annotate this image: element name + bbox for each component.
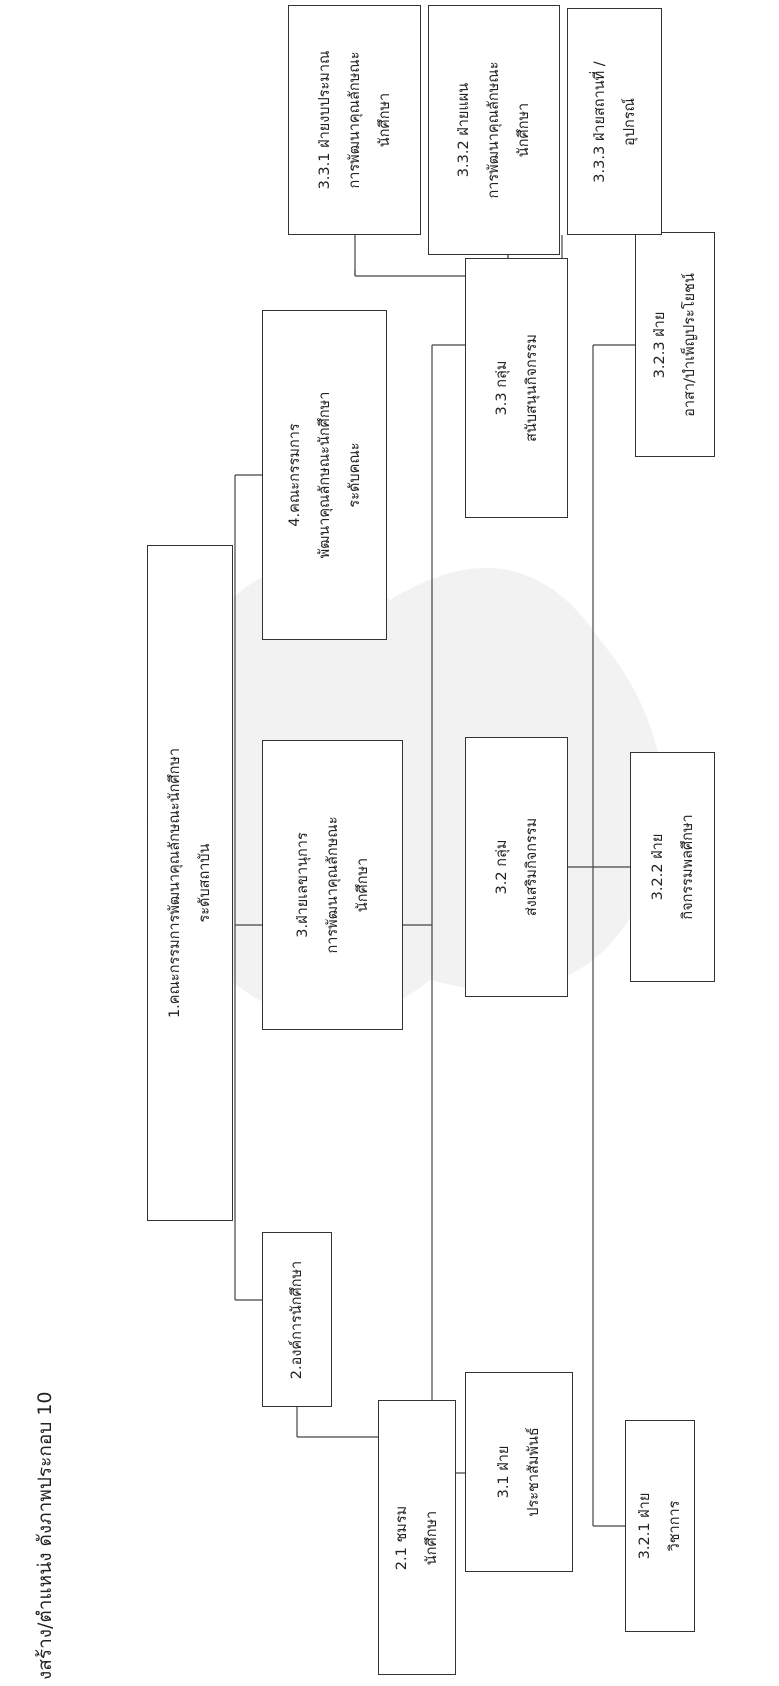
node-label-line: 3.ฝ่ายเลขานุการ <box>294 832 311 938</box>
node-label-line: 3.3 กลุ่ม <box>493 360 510 416</box>
node-student-clubs <box>378 1400 456 1675</box>
node-label-line: พัฒนาคุณลักษณะนักศึกษา <box>316 391 333 559</box>
node-label-line: นักศึกษา <box>516 102 532 158</box>
node-student-organization <box>262 1232 332 1407</box>
node-label-line: วิชาการ <box>667 1500 683 1552</box>
node-label-line: อุปกรณ์ <box>621 97 638 146</box>
node-label-line: 3.2.2 ฝ่าย <box>649 833 666 901</box>
node-label-line: การพัฒนาคุณลักษณะ <box>324 816 341 954</box>
node-label-line: กิจกรรมพลศึกษา <box>679 814 696 920</box>
node-label-line: 3.1 ฝ่าย <box>496 1445 512 1499</box>
figure-caption: งสร้าง/ตำแหน่ง ดังภาพประกอบ 10 <box>34 1391 56 1680</box>
node-label-line: นักศึกษา <box>376 92 393 148</box>
node-label-line: 2.องค์การนักศึกษา <box>289 1260 305 1379</box>
node-label-line: 2.1 ชมรม <box>394 1505 410 1570</box>
node-label-line: นักศึกษา <box>354 857 371 913</box>
node-label-line: 3.3.3 ฝ่ายสถานที่ / <box>591 60 608 183</box>
node-label-line: สนับสนุนกิจกรรม <box>523 334 540 442</box>
node-label-line: 3.2.1 ฝ่าย <box>637 1492 653 1560</box>
node-label-line: อาสา/บำเพ็ญประโยชน์ <box>682 272 698 417</box>
node-academic-division <box>625 1420 695 1632</box>
node-secretariat <box>262 740 403 1030</box>
node-label-line: ประชาสัมพันธ์ <box>526 1427 542 1517</box>
node-label-line: 4.คณะกรรมการ <box>286 423 303 527</box>
node-sports-division <box>630 752 715 982</box>
node-label-line: ส่งเสริมกิจกรรม <box>523 817 540 917</box>
node-label-line: ระดับสถาบัน <box>197 843 213 923</box>
node-label-line: 3.3.2 ฝ่ายแผน <box>456 82 472 178</box>
node-public-relations <box>465 1372 573 1572</box>
node-activity-support-group <box>465 258 568 518</box>
node-faculty-committee <box>262 310 387 640</box>
node-label-line: ระดับคณะ <box>346 442 363 508</box>
node-label-line: นักศึกษา <box>424 1510 440 1565</box>
node-activity-promotion-group <box>465 737 568 997</box>
node-volunteer-division <box>635 232 715 457</box>
node-label-line: 3.2 กลุ่ม <box>493 839 510 895</box>
node-planning-division <box>428 5 560 255</box>
node-facilities-division <box>567 8 662 235</box>
node-label-line: การพัฒนาคุณลักษณะ <box>346 51 363 189</box>
node-budget-division <box>288 5 421 235</box>
node-label-line: 3.3.1 ฝ่ายงบประมาณ <box>316 50 333 190</box>
node-label-line: การพัฒนาคุณลักษณะ <box>486 61 502 199</box>
node-label-line: 3.2.3 ฝ่าย <box>652 311 668 378</box>
node-institution-committee <box>147 545 233 1221</box>
node-label-line: 1.คณะกรรมการพัฒนาคุณลักษณะนักศึกษา <box>167 747 183 1019</box>
